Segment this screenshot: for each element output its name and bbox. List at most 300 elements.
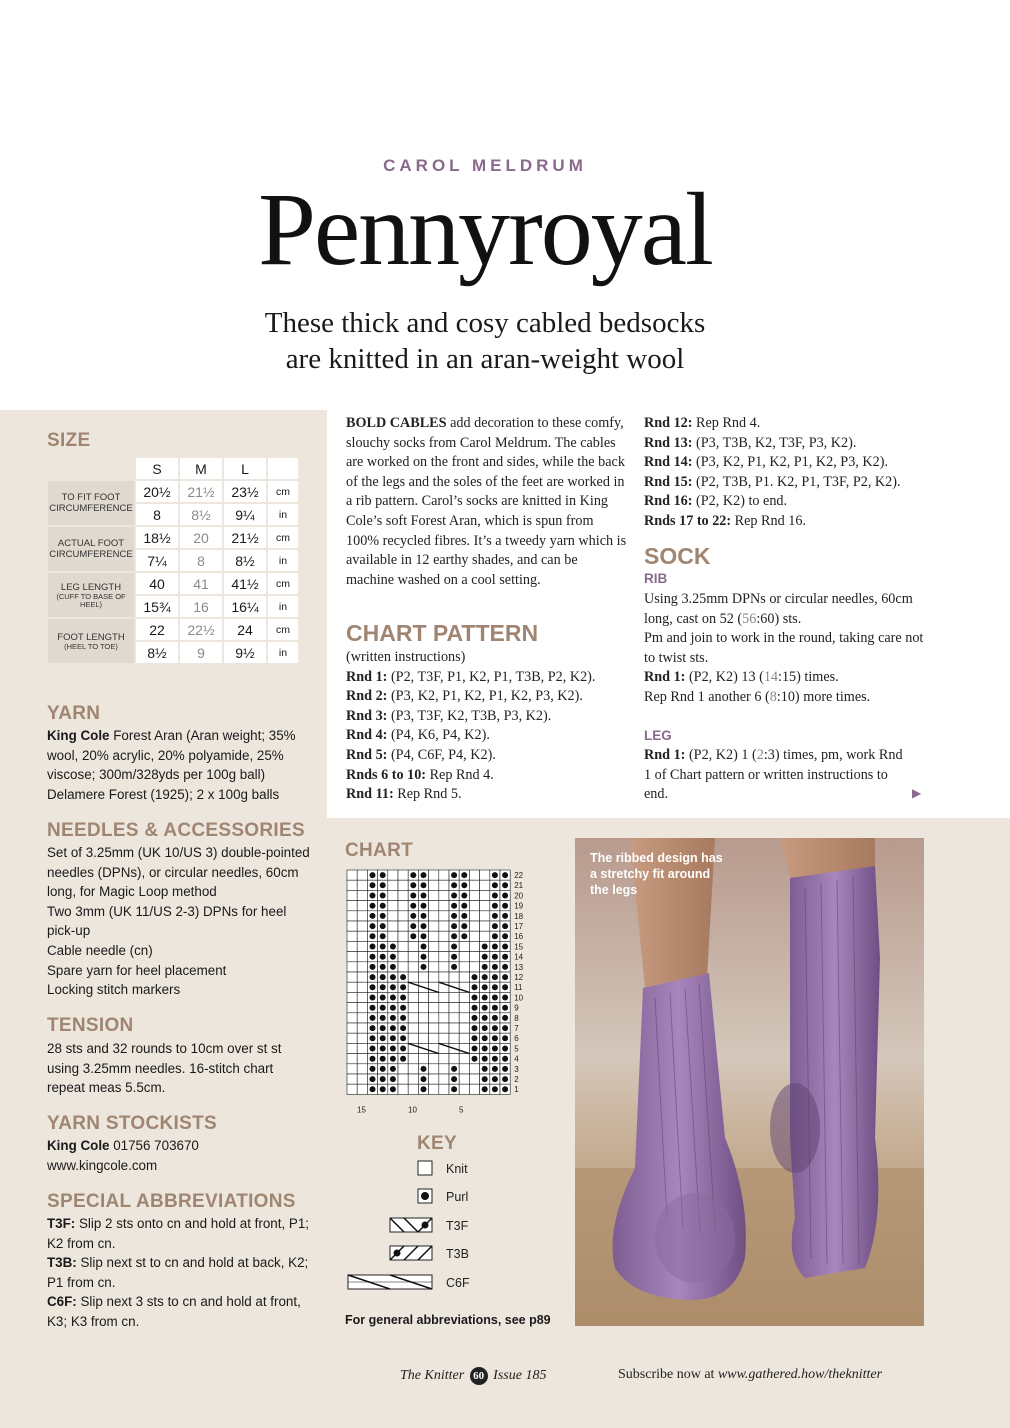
chart-cell: [449, 1013, 459, 1023]
table-cell: 16: [180, 596, 222, 617]
rnd-text: (P4, K6, P4, K2).: [387, 727, 490, 744]
chart-row-number: 10: [514, 993, 524, 1003]
chart-cell: [388, 931, 398, 941]
purl-dot: [370, 1025, 376, 1031]
table-cell: 41: [180, 573, 222, 594]
chart-cell: [429, 1064, 439, 1074]
purl-dot: [472, 1035, 478, 1041]
purl-dot: [390, 954, 396, 960]
chart-row-number: 15: [514, 942, 524, 952]
chart-cell: [357, 1023, 367, 1033]
chart-cell: [347, 1074, 357, 1084]
chart-cell: [347, 952, 357, 962]
standfirst-line-2: are knitted in an aran-weight wool: [285, 343, 685, 375]
yarn-text: [47, 726, 317, 804]
chart-cell: [418, 992, 428, 1002]
purl-dot: [502, 1005, 508, 1011]
table-cell: 15¾: [136, 596, 178, 617]
purl-dot: [492, 1025, 498, 1031]
page-title: Pennyroyal: [258, 172, 712, 287]
purl-dot: [410, 923, 416, 929]
t3f-symbol-icon: [390, 1218, 432, 1232]
rnd-text: (P2, T3B, P1. K2, P1, T3F, P2, K2).: [692, 473, 901, 490]
chart-row-number: 3: [514, 1064, 519, 1074]
purl-dot: [370, 995, 376, 1001]
chart-row-number: 22: [514, 871, 524, 880]
chart-cell: [418, 1003, 428, 1013]
tension-text: 28 sts and 32 rounds to 10cm over st st using 3.25mm needles. 16-stitch chart repeat meas 5.5cm.: [47, 1041, 282, 1096]
list-item: [644, 414, 934, 434]
purl-dot: [492, 964, 498, 970]
author-byline: CAROL MELDRUM: [383, 156, 587, 175]
size-row-label: TO FIT FOOT CIRCUMFERENCE: [48, 481, 134, 525]
text-run: 14: [763, 669, 779, 686]
chart-cell: [357, 1084, 367, 1094]
rnd-label: Rnd 12:: [644, 415, 693, 431]
chart-cell: [388, 870, 398, 880]
chart-cell: [347, 992, 357, 1002]
table-cell: 8½: [136, 642, 178, 663]
key-label-knit: Knit: [446, 1162, 468, 1176]
list-item: [346, 726, 628, 746]
list-item: [644, 492, 934, 512]
chart-cell: [429, 952, 439, 962]
purl-dot: [461, 913, 467, 919]
purl-dot: [421, 944, 427, 950]
purl-dot: [492, 923, 498, 929]
purl-dot: [461, 893, 467, 899]
chart-cell: [388, 901, 398, 911]
key-label-t3f: T3F: [446, 1219, 469, 1233]
chart-cell: [439, 1084, 449, 1094]
chart-row-number: 13: [514, 962, 524, 972]
chart-cell: [347, 1054, 357, 1064]
chart-cell: [398, 962, 408, 972]
chart-cell: [459, 1064, 469, 1074]
rnd-label: Rnd 3:: [346, 707, 388, 724]
chart-cell: [347, 921, 357, 931]
purl-dot: [380, 1056, 386, 1062]
chart-pattern-subheading: (written instructions): [346, 649, 466, 665]
chart-cell: [357, 1064, 367, 1074]
purl-dot: [492, 1086, 498, 1092]
chart-row-number: 7: [514, 1024, 519, 1033]
chart-cell: [469, 921, 479, 931]
table-cell: 21½: [224, 527, 266, 548]
chart-cell: [439, 992, 449, 1002]
abbr-term: T3F:: [47, 1216, 76, 1231]
leg-instructions: [644, 746, 904, 805]
purl-dot: [492, 882, 498, 888]
chart-pattern-text: [346, 648, 628, 805]
chart-row-number: 19: [514, 901, 524, 911]
chart-cell: [347, 901, 357, 911]
purl-dot: [380, 995, 386, 1001]
table-cell: 23½: [224, 481, 266, 502]
purl-dot: [492, 944, 498, 950]
chart-cell: [480, 880, 490, 890]
chart-cell: [408, 1084, 418, 1094]
purl-dot: [421, 913, 427, 919]
purl-dot: [390, 995, 396, 1001]
size-row-label: [48, 573, 134, 617]
chart-cell: [480, 901, 490, 911]
chart-cell: [347, 1013, 357, 1023]
chart-row-number: 6: [514, 1034, 519, 1044]
purl-dot: [410, 903, 416, 909]
chart-cell: [459, 1084, 469, 1094]
list-item: [47, 1292, 309, 1331]
purl-dot: [451, 913, 457, 919]
text-run: :3) times, pm, work Rnd 1 of Chart pattern or written instructions to end.: [644, 747, 903, 803]
socks-photo: [575, 838, 924, 1326]
rnd-label: Rnd 1:: [644, 747, 686, 763]
chart-cell: [418, 1013, 428, 1023]
chart-cell: [357, 1054, 367, 1064]
chart-cell: [408, 941, 418, 951]
yarn-description: Forest Aran (Aran weight; 35% wool, 20% acrylic, 20% polyamide, 25% viscose; 300m/328yds per 100g ball) Delamere Forest (1925); 2 x 100g balls: [47, 728, 296, 802]
purl-dot: [472, 1015, 478, 1021]
purl-dot: [502, 984, 508, 990]
purl-dot: [370, 964, 376, 970]
chart-cell: [408, 992, 418, 1002]
chart-cell: [388, 880, 398, 890]
purl-dot: [370, 903, 376, 909]
purl-dot: [502, 1025, 508, 1031]
purl-dot: [451, 933, 457, 939]
purl-dot: [421, 964, 427, 970]
purl-dot: [380, 1025, 386, 1031]
table-cell: 21½: [180, 481, 222, 502]
purl-dot: [380, 882, 386, 888]
chart-cell: [459, 1054, 469, 1064]
list-item: [346, 766, 628, 786]
purl-dot: [492, 1056, 498, 1062]
chart-cell: [439, 921, 449, 931]
chart-row-number: 5: [514, 1044, 519, 1054]
purl-dot: [380, 954, 386, 960]
purl-dot: [390, 1076, 396, 1082]
chart-cell: [418, 1033, 428, 1043]
chart-cell: [357, 941, 367, 951]
purl-dot: [370, 1076, 376, 1082]
purl-dot: [472, 995, 478, 1001]
chart-cell: [439, 941, 449, 951]
purl-dot: [370, 913, 376, 919]
text-run: :15) times.: [778, 669, 839, 686]
purl-dot: [482, 995, 488, 1001]
purl-dot: [482, 1056, 488, 1062]
purl-dot: [400, 1015, 406, 1021]
chart-cell: [357, 931, 367, 941]
chart-cell: [398, 952, 408, 962]
list-item: Set of 3.25mm (UK 10/US 3) double-pointed needles (DPNs), or circular needles, 60cm long, for Magic Loop method: [47, 845, 310, 900]
purl-dot: [410, 893, 416, 899]
chart-cell: [408, 1023, 418, 1033]
purl-dot: [380, 1015, 386, 1021]
purl-dot: [461, 933, 467, 939]
chart-cell: [469, 941, 479, 951]
purl-dot: [492, 893, 498, 899]
purl-dot: [370, 882, 376, 888]
chart-row-number: 14: [514, 952, 524, 962]
chart-cell: [469, 1064, 479, 1074]
chart-row-number: 18: [514, 911, 524, 921]
chart-cell: [357, 870, 367, 880]
rib-join: Pm and join to work in the round, taking care not to twist sts.: [644, 630, 924, 666]
purl-dot: [380, 1076, 386, 1082]
stockists-heading: YARN STOCKISTS: [47, 1113, 217, 1134]
list-item: [644, 453, 934, 473]
purl-dot: [380, 923, 386, 929]
chart-cell: [357, 890, 367, 900]
chart-cell: [429, 911, 439, 921]
chart-row-number: 17: [514, 922, 524, 931]
purl-dot: [502, 995, 508, 1001]
purl-dot: [370, 872, 376, 878]
purl-dot: [482, 1066, 488, 1072]
purl-dot: [400, 1056, 406, 1062]
purl-dot: [461, 923, 467, 929]
purl-dot: [502, 1056, 508, 1062]
chart-cell: [347, 1084, 357, 1094]
purl-symbol-icon: [418, 1189, 432, 1203]
purl-dot: [502, 1086, 508, 1092]
purl-dot: [492, 872, 498, 878]
chart-cell: [408, 1033, 418, 1043]
chart-cell: [429, 880, 439, 890]
unit-cell: cm: [268, 573, 298, 594]
abbreviations-list: [47, 1214, 309, 1332]
chart-cell: [388, 921, 398, 931]
chart-cell: [429, 962, 439, 972]
purl-dot: [482, 984, 488, 990]
chart-cell: [439, 901, 449, 911]
table-row: [48, 527, 298, 548]
chart-cell: [459, 992, 469, 1002]
purl-dot: [482, 954, 488, 960]
chart-row-number: 8: [514, 1013, 519, 1023]
chart-cell: [357, 901, 367, 911]
table-cell: 9: [180, 642, 222, 663]
rnd-text: Rep Rnd 4.: [692, 415, 761, 431]
purl-dot: [370, 1035, 376, 1041]
rib-instructions: [644, 590, 924, 708]
chart-cell: [408, 1013, 418, 1023]
purl-dot: [370, 954, 376, 960]
chart-cell: [439, 952, 449, 962]
purl-dot: [492, 933, 498, 939]
size-row-label-main: FOOT LENGTH: [57, 631, 125, 643]
purl-dot: [451, 893, 457, 899]
standfirst-line-1: These thick and cosy cabled bedsocks: [264, 307, 706, 339]
chart-cell: [459, 1013, 469, 1023]
purl-dot: [482, 1086, 488, 1092]
purl-dot: [390, 1066, 396, 1072]
rnd-text: (P3, K2, P1, K2, P1, K2, P3, K2).: [387, 688, 583, 705]
purl-dot: [502, 882, 508, 888]
purl-dot: [400, 1005, 406, 1011]
subscribe-label: Subscribe now at: [618, 1367, 718, 1382]
purl-dot: [451, 1076, 457, 1082]
purl-dot: [502, 944, 508, 950]
chart-col-number: 5: [459, 1105, 464, 1115]
purl-dot: [370, 923, 376, 929]
chart-cell: [357, 952, 367, 962]
footer-subscribe: [618, 1367, 882, 1383]
chart-cell: [347, 972, 357, 982]
issue-number: Issue 185: [493, 1368, 547, 1383]
purl-dot: [390, 964, 396, 970]
purl-dot: [380, 944, 386, 950]
chart-cell: [357, 921, 367, 931]
purl-dot: [421, 933, 427, 939]
t3b-symbol-icon: [390, 1246, 432, 1260]
table-cell: 40: [136, 573, 178, 594]
list-item: [644, 473, 934, 493]
chart-cell: [429, 972, 439, 982]
chart-cell: [459, 972, 469, 982]
rnd-label: Rnd 4:: [346, 727, 388, 744]
purl-dot: [492, 954, 498, 960]
chart-cell: [469, 911, 479, 921]
chart-pattern-heading: CHART PATTERN: [346, 620, 539, 646]
rnd-label: Rnd 1:: [644, 669, 686, 686]
purl-dot: [461, 903, 467, 909]
chart-cell: [439, 962, 449, 972]
list-item: [346, 746, 628, 766]
chart-cell: [449, 992, 459, 1002]
chart-cell: [480, 931, 490, 941]
purl-dot: [502, 974, 508, 980]
chart-cell: [347, 870, 357, 880]
chart-row-number: 9: [514, 1003, 519, 1013]
purl-dot: [400, 1035, 406, 1041]
size-col-s: S: [136, 458, 178, 479]
purl-dot: [370, 944, 376, 950]
size-table: [46, 456, 300, 665]
chart-cell: [429, 901, 439, 911]
purl-dot: [421, 872, 427, 878]
chart-cell: [469, 1074, 479, 1084]
chart-cell: [469, 931, 479, 941]
purl-dot: [482, 1025, 488, 1031]
key-symbols: [345, 1158, 445, 1293]
table-cell: 20: [180, 527, 222, 548]
leg-subheading: LEG: [644, 728, 672, 743]
chart-cell: [459, 962, 469, 972]
purl-dot: [492, 1035, 498, 1041]
chart-cell: [347, 1064, 357, 1074]
purl-dot: [380, 913, 386, 919]
rnd-text: (P2, K2) to end.: [692, 493, 788, 510]
table-row: [48, 619, 298, 640]
purl-dot: [502, 1076, 508, 1082]
purl-dot: [380, 1086, 386, 1092]
chart-cell: [357, 1003, 367, 1013]
chart-cell: [347, 982, 357, 992]
purl-dot: [370, 984, 376, 990]
abbr-term: T3B:: [47, 1255, 77, 1271]
purl-dot: [451, 964, 457, 970]
chart-cell: [469, 880, 479, 890]
purl-dot: [380, 974, 386, 980]
chart-cell: [449, 1023, 459, 1033]
purl-dot: [502, 1035, 508, 1041]
chart-cell: [398, 911, 408, 921]
unit-cell: cm: [268, 481, 298, 502]
abbreviations-footnote: For general abbreviations, see p89: [345, 1313, 551, 1327]
purl-dot: [461, 882, 467, 888]
purl-dot: [400, 995, 406, 1001]
chart-cell: [429, 992, 439, 1002]
chart-cell: [398, 1074, 408, 1084]
chart-cell: [418, 1054, 428, 1064]
unit-cell: cm: [268, 527, 298, 548]
chart-cell: [347, 880, 357, 890]
chart-cell: [357, 962, 367, 972]
chart-cell: [357, 911, 367, 921]
size-heading: SIZE: [47, 430, 91, 451]
purl-dot: [421, 882, 427, 888]
table-cell: 8: [136, 504, 178, 525]
text-run: Using 3.25mm DPNs or circular needles, 60cm long, cast on 52 (: [644, 591, 913, 627]
purl-dot: [380, 872, 386, 878]
purl-dot: [492, 984, 498, 990]
chart-cell: [439, 931, 449, 941]
chart-row-number: 4: [514, 1054, 519, 1064]
rnd-text: Rep Rnd 5.: [393, 786, 462, 803]
chart-cell: [398, 1064, 408, 1074]
rnd-text: (P3, K2, P1, K2, P1, K2, P3, K2).: [692, 454, 888, 471]
purl-dot: [370, 933, 376, 939]
chart-cell: [357, 1074, 367, 1084]
purl-dot: [482, 944, 488, 950]
purl-dot: [370, 1005, 376, 1011]
purl-dot: [390, 1046, 396, 1052]
chart-row-number: 21: [514, 881, 524, 891]
size-row-label-main: LEG LENGTH: [60, 581, 122, 593]
purl-dot: [390, 984, 396, 990]
chart-cell: [357, 1033, 367, 1043]
chart-cell: [439, 911, 449, 921]
table-row: [48, 481, 298, 502]
chart-cell: [408, 1074, 418, 1084]
chart-row-number: 20: [514, 891, 524, 901]
stockist-phone: 01756 703670: [109, 1138, 199, 1153]
chart-cell: [398, 890, 408, 900]
size-corner: [48, 458, 134, 479]
table-cell: 41½: [224, 573, 266, 594]
rnd-label: Rnd 15:: [644, 473, 693, 490]
purl-dot: [502, 903, 508, 909]
table-cell: 22: [136, 619, 178, 640]
chart-cell: [429, 1003, 439, 1013]
rnd-label: Rnd 5:: [346, 746, 388, 763]
purl-dot: [451, 903, 457, 909]
rnd-label: Rnd 2:: [346, 688, 388, 705]
purl-dot: [472, 1005, 478, 1011]
purl-dot: [482, 1076, 488, 1082]
purl-dot: [482, 1046, 488, 1052]
purl-dot: [451, 882, 457, 888]
purl-dot: [421, 893, 427, 899]
purl-dot: [370, 1066, 376, 1072]
chart-cell: [459, 941, 469, 951]
subscribe-link[interactable]: www.gathered.how/theknitter: [717, 1367, 883, 1382]
chart-cell: [469, 901, 479, 911]
chart-cell: [398, 1084, 408, 1094]
